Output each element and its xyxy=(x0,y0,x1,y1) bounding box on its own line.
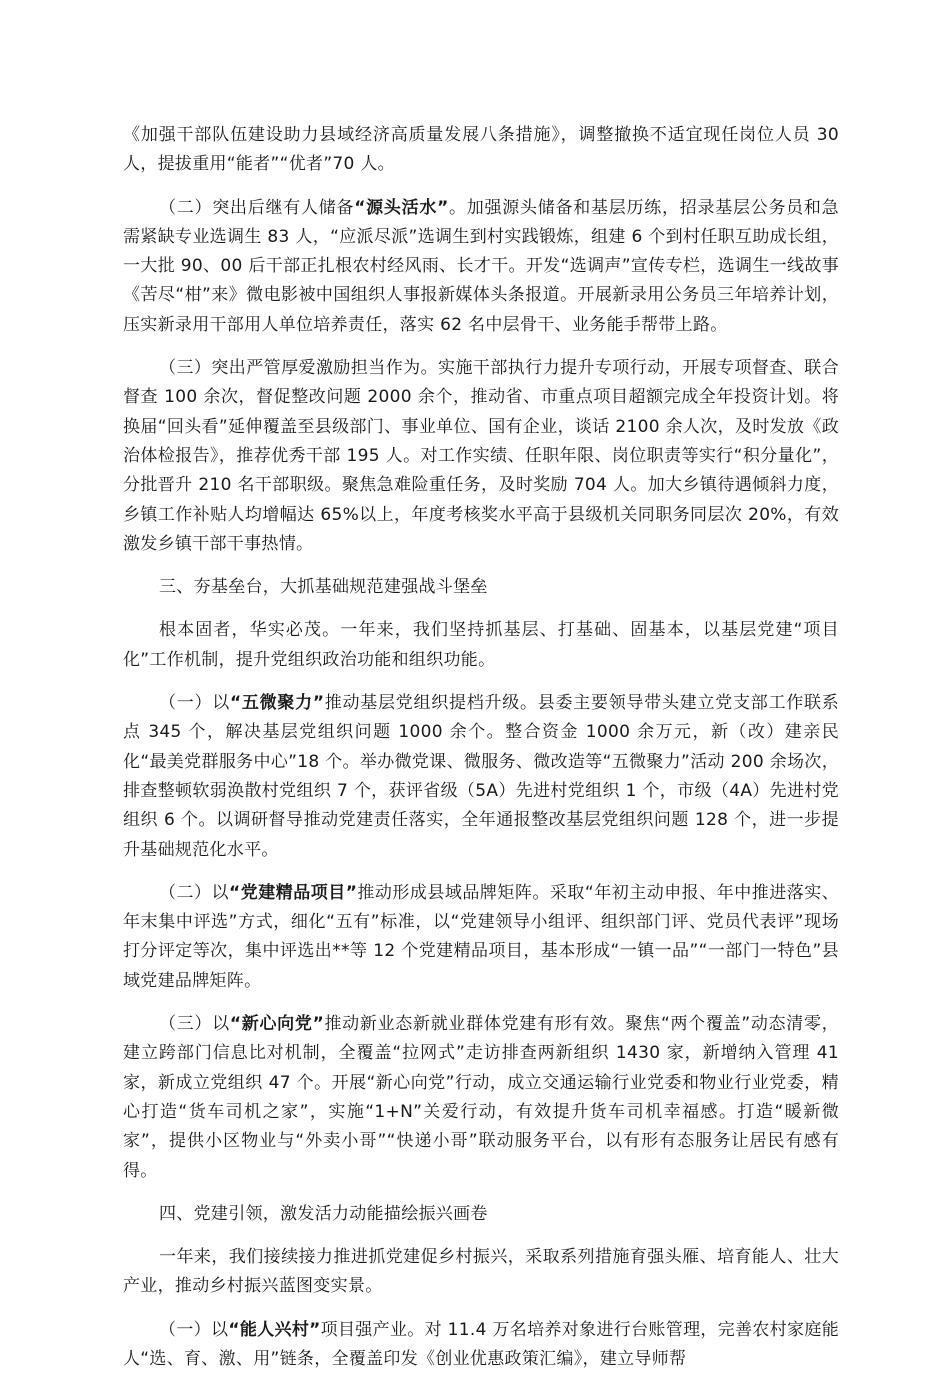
text-segment: 项目强产业。对 11.4 万名培养对象进行台账管理，完善农村家庭能人“选、育、激、用”链条，全覆盖印发《创业优惠政策汇编》，建立导师帮 xyxy=(123,1319,840,1369)
paragraph-8 xyxy=(123,1010,839,1186)
paragraph-11 xyxy=(123,1316,839,1375)
text-segment: 。加强源头储备和基层历练，招录基层公务员和急需紧缺专业选调生 83 人，“应派尽派”选调生到村实践锻炼，组建 6 个到村任职互助成长组，一大批 90、00 后干部正扎根农村经风雨、长才干。开发“选调声”宣传专栏，选调生一线故事《苦尽“柑”来》微电影被中国组织人事报新媒体头条报道。开展新录用公务员三年培养计划，压实新录用干部用人单位培养责任，落实 62 名中层骨干、业务能手帮带上路。 xyxy=(123,197,839,335)
paragraph-6 xyxy=(123,689,839,865)
section-heading-text: 四、党建引领，激发活力动能描绘振兴画卷 xyxy=(159,1203,488,1224)
text-segment: 推动基层党组织提档升级。县委主要领导带头建立党支部工作联系点 345 个，解决基层党组织问题 1000 余个。整合资金 1000 余万元，新（改）建亲民化“最美党群服务中心”18 个。举办微党课、微服务、微改造等“五微聚力”活动 200 余场次，排查整顿软弱涣散村党组织 7 个，获评省级（5A）先进村党组织 1 个，市级（4A）先进村党组织 6 个。以调研督导推动党建责任落实，全年通报整改基层党组织问题 128 个，进一步提升基础规范化水平。 xyxy=(123,693,839,860)
text-segment: （三）突出严管厚爱激励担当作为。实施干部执行力提升专项行动，开展专项督查、联合督查 100 余次，督促整改问题 2000 余个，推动省、市重点项目超额完成全年投资计划。将换届“回头看”延伸覆盖至县级部门、事业单位、国有企业，谈话 2100 余人次，及时发放《政治体检报告》，推荐优秀干部 195 人。对工作实绩、任职年限、岗位职责等实行“积分量化”，分批晋升 210 名干部职级。聚焦急难险重任务，及时奖励 704 人。加大乡镇待遇倾斜力度，乡镇工作补贴人均增幅达 65%以上，年度考核奖水平高于县级机关同职务同层次 20%，有效激发乡镇干部干事热情。 xyxy=(123,358,839,554)
text-segment: （一）以 xyxy=(159,693,230,714)
section-heading-text: 三、夯基垒台，大抓基础规范建强战斗堡垒 xyxy=(159,577,488,598)
bold-phrase: “新心向党” xyxy=(229,1014,325,1035)
document-page xyxy=(123,121,839,1388)
text-segment: 推动新业态新就业群体党建有形有效。聚焦“两个覆盖”动态清零，建立跨部门信息比对机制，全覆盖“拉网式”走访排查两新组织 1430 家，新增纳入管理 41 家，新成立党组织 47 个。开展“新心向党”行动，成立交通运输行业党委和物业行业党委，精心打造“货车司机之家”，实施“1+N”关爱行动，有效提升货车司机幸福感。打造“暖新微家”，提供小区物业与“外卖小哥”“快递小哥”联动服务平台，以有形有态服务让居民有感有得。 xyxy=(123,1014,839,1181)
paragraph-3 xyxy=(123,354,839,559)
bold-phrase: “能人兴村” xyxy=(228,1319,321,1340)
text-segment: 推动形成县域品牌矩阵。采取“年初主动申报、年中推进落实、年末集中评选”方式，细化“五有”标准，以“党建领导小组评、组织部门评、党员代表评”现场打分评定等次，集中评选出**等 12 个党建精品项目，基本形成“一镇一品”“一部门一特色”县域党建品牌矩阵。 xyxy=(123,882,839,991)
bold-phrase: “源头活水” xyxy=(354,197,449,218)
section-heading-3 xyxy=(123,573,839,602)
section-heading-4 xyxy=(123,1200,839,1229)
bold-phrase: “五微聚力” xyxy=(229,693,325,714)
text-segment: 一年来，我们接续接力推进抓党建促乡村振兴，采取系列措施育强头雁、培育能人、壮大产业，推动乡村振兴蓝图变实景。 xyxy=(123,1247,839,1297)
text-segment: （二）突出后继有人储备 xyxy=(159,197,355,218)
text-segment: （一）以 xyxy=(159,1319,229,1340)
paragraph-5 xyxy=(123,616,839,675)
bold-phrase: “党建精品项目” xyxy=(229,882,358,903)
text-segment: （三）以 xyxy=(159,1014,230,1035)
text-segment: （二）以 xyxy=(159,882,230,903)
paragraph-1 xyxy=(123,121,839,180)
paragraph-2 xyxy=(123,194,839,340)
text-segment: 根本固者，华实必茂。一年来，我们坚持抓基层、打基础、固基本，以基层党建“项目化”工作机制，提升党组织政治功能和组织功能。 xyxy=(123,620,839,670)
paragraph-7 xyxy=(123,879,839,996)
text-segment: 《加强干部队伍建设助力县域经济高质量发展八条措施》，调整撤换不适宜现任岗位人员 30 人，提拔重用“能者”“优者”70 人。 xyxy=(123,125,839,175)
paragraph-10 xyxy=(123,1243,839,1302)
